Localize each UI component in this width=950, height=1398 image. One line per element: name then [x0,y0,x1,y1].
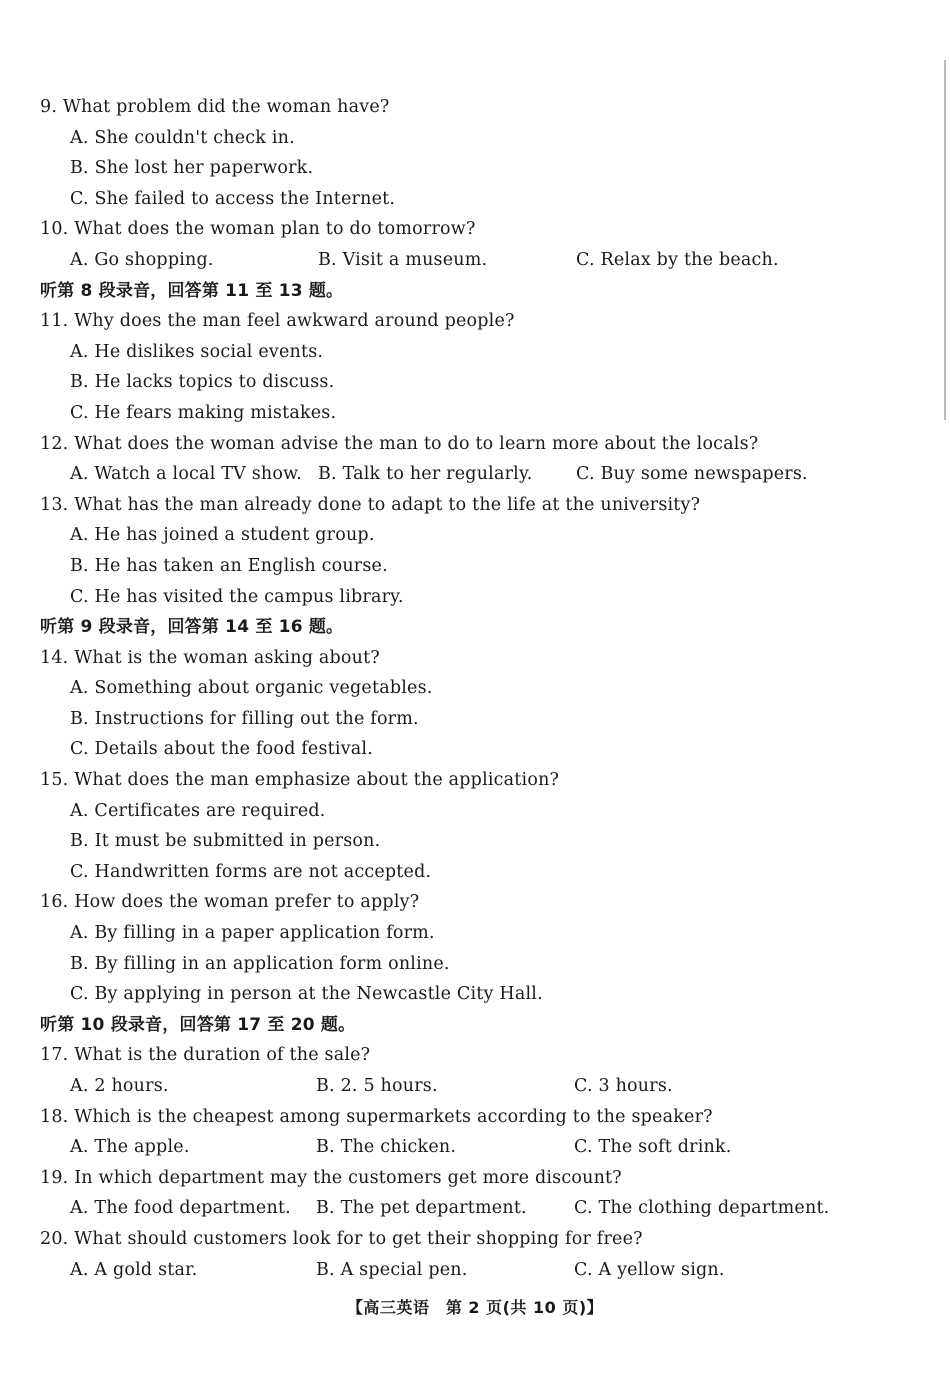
q16-option-b: B. By filling in an application form online. [70,953,450,974]
section-8-heading: 听第 8 段录音，回答第 11 至 13 题。 [40,280,344,301]
page-footer: 【高三英语 第 2 页(共 10 页)】 [346,1298,604,1317]
question-18: 18. Which is the cheapest among supermarkets according to the speaker? [40,1106,713,1127]
section-9-heading: 听第 9 段录音，回答第 14 至 16 题。 [40,617,344,638]
q18-options [40,1132,910,1163]
q9-option-c: C. She failed to access the Internet. [70,188,396,209]
q18-option-a: A. The apple. [70,1137,190,1158]
q20-option-b: B. A special pen. [316,1259,468,1280]
question-15: 15. What does the man emphasize about the application? [40,770,560,791]
q16-option-a: A. By filling in a paper application form. [70,923,435,944]
q18-option-c: C. The soft drink. [574,1137,732,1158]
question-13: 13. What has the man already done to adapt to the life at the university? [40,494,701,515]
q20-option-c: C. A yellow sign. [574,1259,725,1280]
q13-option-c: C. He has visited the campus library. [70,586,404,607]
question-20: 20. What should customers look for to get their shopping for free? [40,1228,643,1249]
question-9: 9. What problem did the woman have? [40,97,390,117]
q13-option-b: B. He has taken an English course. [70,555,388,576]
q17-option-b: B. 2. 5 hours. [316,1076,438,1096]
q19-option-c: C. The clothing department. [574,1198,830,1219]
q14-option-b: B. Instructions for filling out the form. [70,708,419,729]
q18-option-b: B. The chicken. [316,1137,457,1158]
q17-option-a: A. 2 hours. [70,1076,169,1096]
q15-option-c: C. Handwritten forms are not accepted. [70,861,432,882]
q9-option-a: A. She couldn't check in. [70,127,295,148]
q20-option-a: A. A gold star. [70,1259,198,1280]
q15-option-b: B. It must be submitted in person. [70,831,381,852]
question-17: 17. What is the duration of the sale? [40,1045,371,1066]
q17-options [40,1071,910,1102]
q13-option-a: A. He has joined a student group. [70,525,375,546]
q19-option-b: B. The pet department. [316,1198,527,1219]
q17-option-c: C. 3 hours. [574,1076,673,1096]
q14-option-c: C. Details about the food festival. [70,739,373,760]
q12-option-b: B. Talk to her regularly. [318,464,533,485]
q9-option-b: B. She lost her paperwork. [70,158,314,179]
q15-option-a: A. Certificates are required. [70,800,326,821]
question-list [40,92,910,1285]
question-10: 10. What does the woman plan to do tomorrow? [40,219,476,240]
scan-edge-line [944,60,946,420]
q19-options [40,1193,910,1224]
q10-option-b: B. Visit a museum. [318,249,488,270]
q11-option-c: C. He fears making mistakes. [70,402,337,423]
q12-option-c: C. Buy some newspapers. [576,464,808,485]
question-11: 11. Why does the man feel awkward around people? [40,311,515,332]
q11-option-a: A. He dislikes social events. [70,341,324,362]
q10-option-a: A. Go shopping. [70,249,214,270]
q12-option-a: A. Watch a local TV show. [70,464,302,485]
q14-option-a: A. Something about organic vegetables. [70,678,433,699]
q20-options [40,1255,910,1286]
q16-option-c: C. By applying in person at the Newcastle City Hall. [70,984,543,1005]
question-14: 14. What is the woman asking about? [40,647,380,668]
q10-option-c: C. Relax by the beach. [576,249,779,270]
q12-options [40,459,910,490]
q19-option-a: A. The food department. [70,1198,291,1219]
q10-options [40,245,910,276]
question-19: 19. In which department may the customers get more discount? [40,1167,622,1188]
q11-option-b: B. He lacks topics to discuss. [70,372,335,393]
question-16: 16. How does the woman prefer to apply? [40,892,420,913]
question-12: 12. What does the woman advise the man to do to learn more about the locals? [40,433,759,454]
section-10-heading: 听第 10 段录音，回答第 17 至 20 题。 [40,1014,356,1035]
